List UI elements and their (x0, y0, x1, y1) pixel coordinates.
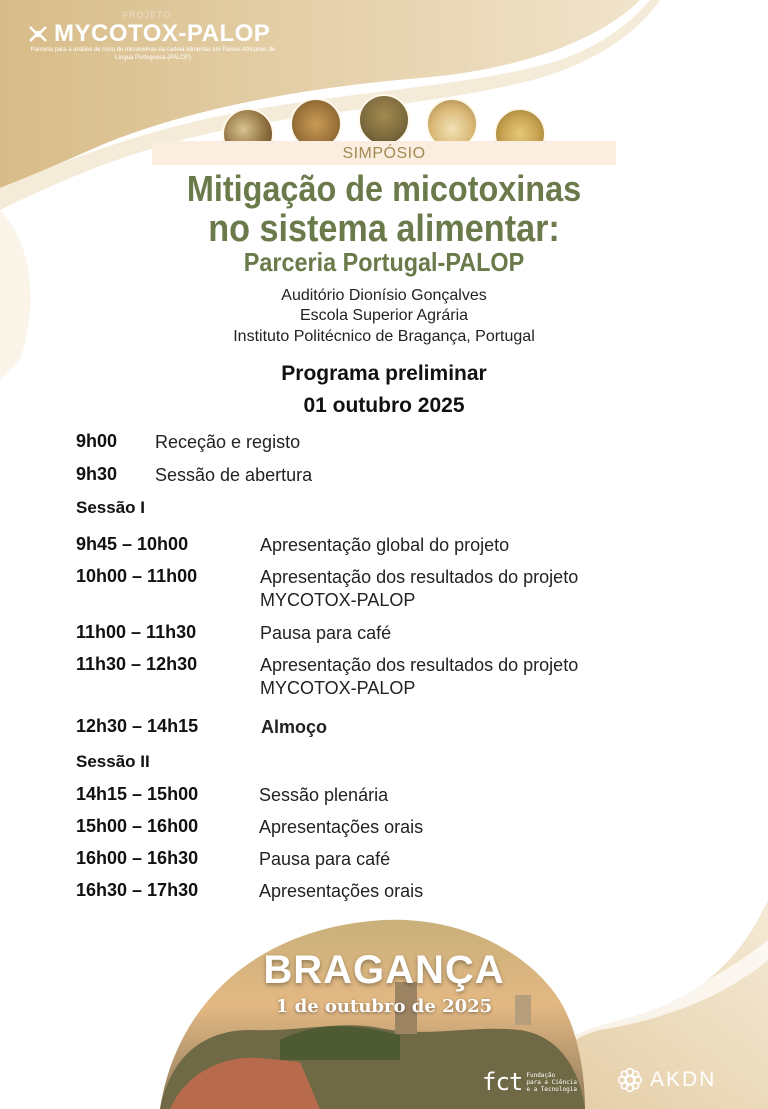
venue-auditorium: Auditório Dionísio Gonçalves (281, 287, 487, 304)
event-type: SIMPÓSIO (342, 145, 426, 162)
venue-school: Escola Superior Agrária (299, 307, 469, 324)
schedule-time: 9h45 – 10h00 (76, 534, 189, 554)
project-name: MYCOTOX-PALOP (54, 20, 271, 47)
fct-line3: e a Tecnologia (526, 1085, 577, 1093)
fct-line2: para a Ciência (526, 1078, 577, 1086)
schedule-time: 14h15 – 15h00 (76, 784, 199, 804)
schedule-activity: Sessão de abertura (155, 465, 313, 485)
schedule-activity-line2: MYCOTOX-PALOP (260, 678, 416, 698)
schedule-time: 16h00 – 16h30 (76, 848, 199, 868)
fct-logo (482, 1068, 577, 1096)
session-2-label: Sessão II (76, 752, 150, 771)
project-logo (28, 20, 270, 48)
food-photo-3 (358, 94, 410, 146)
schedule-time: 11h00 – 11h30 (76, 622, 197, 642)
akdn-emblem-icon (616, 1066, 644, 1094)
fct-line1: Fundação (526, 1071, 556, 1079)
city-date: 1 de outubro de 2025 (275, 996, 493, 1017)
schedule-activity-lunch: Almoço (261, 717, 328, 737)
session-1-label: Sessão I (76, 498, 145, 517)
akdn-text: AKDN (650, 1068, 717, 1091)
schedule-activity-line2: MYCOTOX-PALOP (260, 590, 416, 610)
mycotox-logo-icon (28, 24, 48, 44)
schedule-activity: Sessão plenária (259, 785, 389, 805)
schedule-activity: Receção e registo (155, 432, 301, 452)
schedule-time: 15h00 – 16h00 (76, 816, 199, 836)
schedule-activity: Apresentações orais (259, 817, 424, 837)
schedule-time: 10h00 – 11h00 (76, 566, 198, 586)
event-title-line3: Parceria Portugal-PALOP (243, 247, 525, 277)
schedule-activity: Apresentação dos resultados do projeto (260, 655, 579, 675)
schedule-time: 11h30 – 12h30 (76, 654, 198, 674)
event-title-line2: no sistema alimentar: (208, 208, 560, 250)
schedule-time: 16h30 – 17h30 (76, 880, 199, 900)
project-label: PROJETO (122, 10, 172, 20)
city-title: BRAGANÇA (263, 948, 505, 992)
program-date: 01 outubro 2025 (303, 394, 465, 417)
fct-name (526, 1072, 577, 1093)
akdn-logo (616, 1066, 716, 1094)
schedule-time: 12h30 – 14h15 (76, 716, 199, 736)
schedule-activity: Apresentações orais (259, 881, 424, 901)
schedule-activity: Apresentação global do projeto (260, 535, 510, 555)
schedule-activity: Pausa para café (259, 849, 391, 869)
venue-institute: Instituto Politécnico de Bragança, Portugal (233, 328, 535, 345)
schedule-time: 9h00 (76, 431, 118, 451)
program-title: Programa preliminar (281, 362, 487, 385)
schedule-activity: Apresentação dos resultados do projeto (260, 567, 579, 587)
fct-mark: fct (482, 1068, 523, 1096)
event-title-line1: Mitigação de micotoxinas (186, 168, 582, 209)
schedule-activity: Pausa para café (260, 623, 392, 643)
schedule-time: 9h30 (76, 464, 118, 484)
project-subtitle: Parceria para a análise de risco de micotoxinas na cadeia alimentar em Países Africanos de Língua Portuguesa (PALOP) (30, 47, 276, 61)
